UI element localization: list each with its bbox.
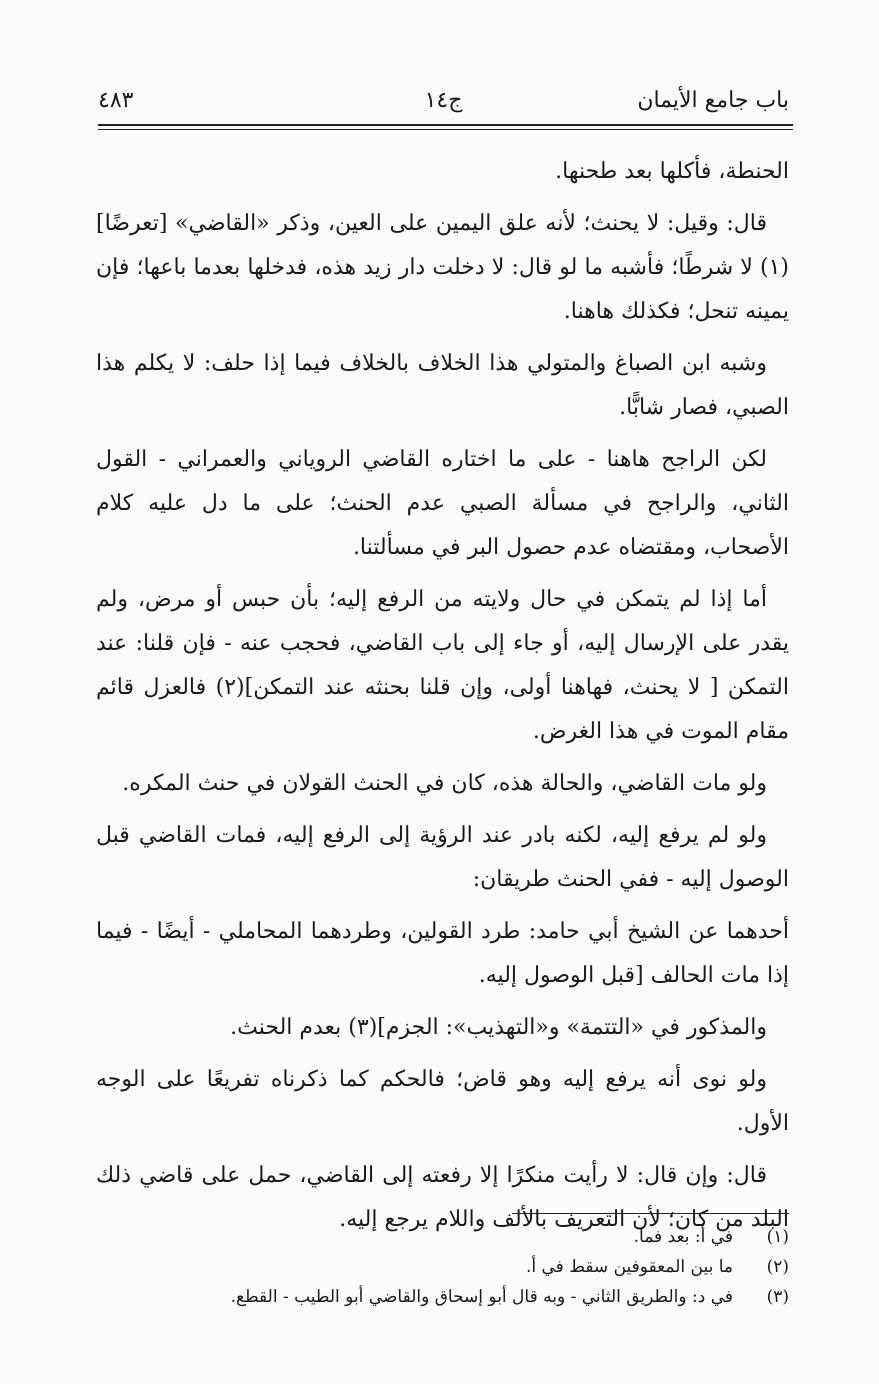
footnote-text: في أ: بعد فما.	[633, 1227, 733, 1247]
paragraph: قال: وقيل: لا يحنث؛ لأنه علق اليمين على العين، وذكر «القاضي» [تعرضًا](١) لا شرطًا؛ فأشبه ما لو قال: لا دخلت دار زيد هذه، فدخلها بعدما باعها؛ فإن يمينه تنحل؛ فكذلك هاهنا.	[96, 211, 789, 324]
footnote-text: ما بين المعقوفين سقط في أ.	[525, 1257, 733, 1277]
footnote-text: في د: والطريق الثاني - وبه قال أبو إسحاق والقاضي أبو الطيب - القطع.	[230, 1287, 733, 1307]
chapter-title: باب جامع الأيمان	[637, 88, 789, 113]
footnote	[96, 1222, 789, 1252]
paragraph: والمذكور في «التتمة» و«التهذيب»: الجزم](٣) بعدم الحنث.	[230, 1015, 767, 1040]
footnote-number: (١)	[766, 1227, 789, 1247]
footnote-number: (٣)	[766, 1287, 789, 1307]
footnote-separator	[512, 1213, 789, 1214]
footnote-number: (٢)	[766, 1257, 789, 1277]
paragraph: وشبه ابن الصباغ والمتولي هذا الخلاف بالخلاف فيما إذا حلف: لا يكلم هذا الصبي، فصار شابًّا.	[96, 351, 789, 420]
footnotes	[96, 1222, 789, 1312]
page-number: ٤٨٣	[98, 88, 134, 113]
paragraph: الحنطة، فأكلها بعد طحنها.	[555, 159, 789, 184]
volume-label: ج١٤	[424, 88, 463, 113]
paragraph: أحدهما عن الشيخ أبي حامد: طرد القولين، وطردهما المحاملي - أيضًا - فيما إذا مات الحالف [قبل الوصول إليه.	[96, 919, 789, 988]
paragraph: لكن الراجح هاهنا - على ما اختاره القاضي الروياني والعمراني - القول الثاني، والراجح في مسألة الصبي عدم الحنث؛ على ما دل عليه كلام الأصحاب، ومقتضاه عدم حصول البر في مسألتنا.	[96, 447, 789, 560]
footnote	[96, 1282, 789, 1312]
header-rule-thin	[98, 129, 793, 130]
page-header	[98, 86, 789, 116]
paragraph: ولو نوى أنه يرفع إليه وهو قاض؛ فالحكم كما ذكرناه تفريعًا على الوجه الأول.	[96, 1067, 789, 1136]
paragraph: قال: وإن قال: لا رأيت منكرًا إلا رفعته إلى القاضي، حمل على قاضي ذلك البلد من كان؛ لأن التعريف بالألف واللام يرجع إليه.	[96, 1163, 789, 1232]
paragraph: ولو مات القاضي، والحالة هذه، كان في الحنث القولان في حنث المكره.	[122, 771, 767, 796]
main-text	[96, 150, 789, 1250]
paragraph: أما إذا لم يتمكن في حال ولايته من الرفع إليه؛ بأن حبس أو مرض، ولم يقدر على الإرسال إليه، أو جاء إلى باب القاضي، فحجب عنه - فإن قلنا: عند التمكن [ لا يحنث، فهاهنا أولى، وإن قلنا بحنثه عند التمكن](٢) فالعزل قائم مقام الموت في هذا الغرض.	[96, 587, 789, 744]
header-rule-thick	[98, 124, 793, 126]
footnote	[96, 1252, 789, 1282]
paragraph: ولو لم يرفع إليه، لكنه بادر عند الرؤية إلى الرفع إليه، فمات القاضي قبل الوصول إليه - ففي الحنث طريقان:	[96, 823, 789, 892]
